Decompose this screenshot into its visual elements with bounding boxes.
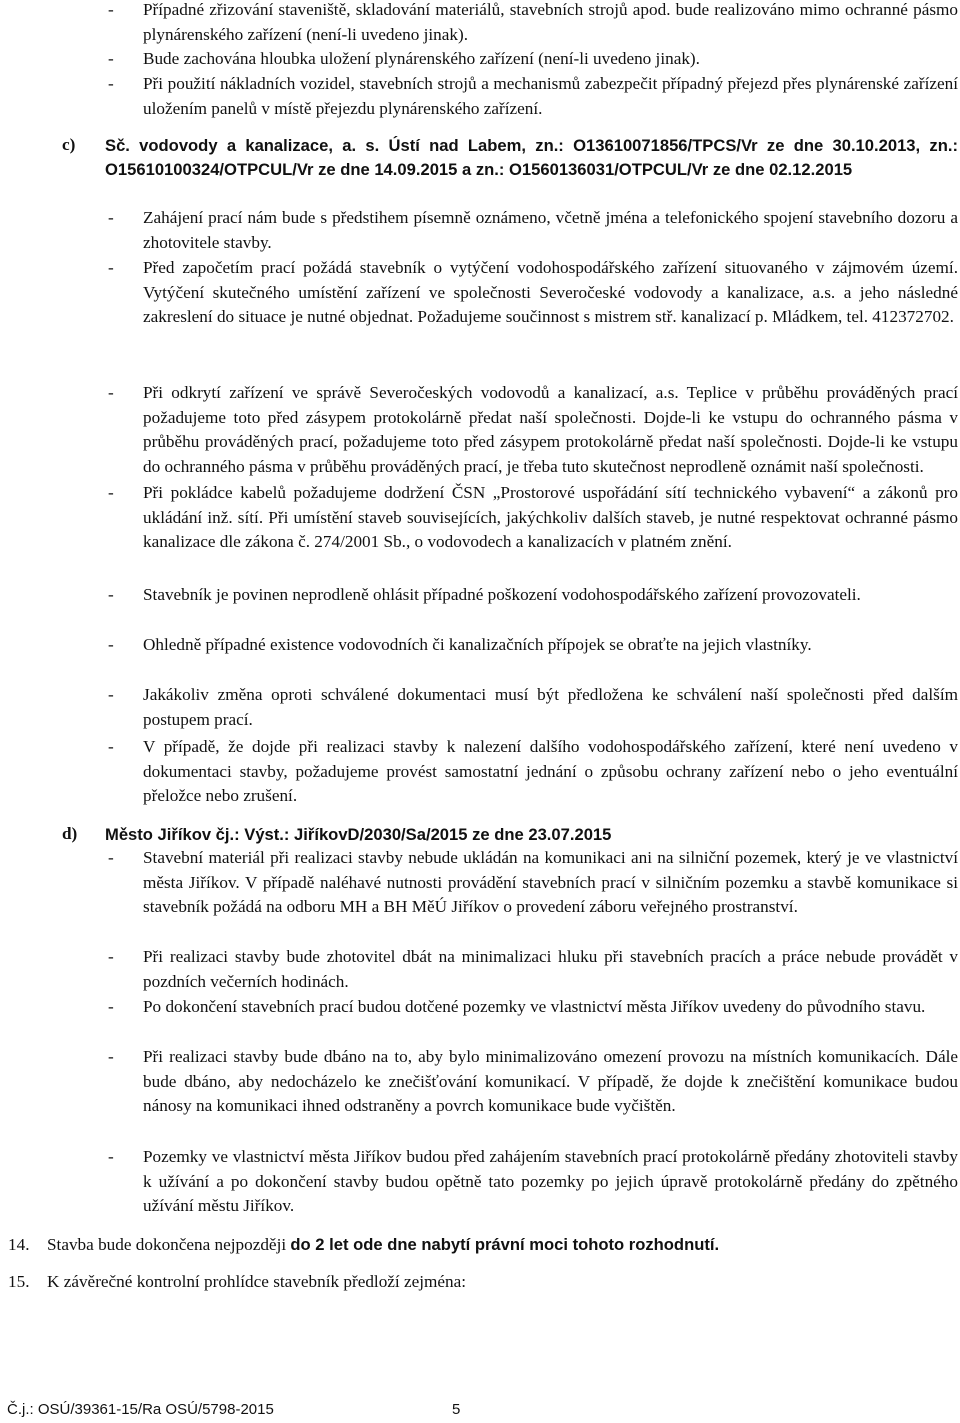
bullet-dash: - [108, 947, 114, 966]
bullet-dash: - [108, 0, 114, 19]
bullet-dash: - [108, 635, 114, 654]
section-c-item-4: Při pokládce kabelů požadujeme dodržení ČSN „Prostorové uspořádání sítí technického vybavení“ a zákonů pro ukládání inž. sítí. Při umístění staveb souvisejících, jakýchkoliv dalších staveb, je nutné respektovat ochranné pásmo kanalizace dle zákona č. 274/2001 Sb., o vodovodech a kanalizacích v platném znění. [143, 483, 958, 552]
item-15-text: K závěrečné kontrolní prohlídce stavebník předloží zejména: [47, 1272, 467, 1291]
section-c-item-6: Ohledně případné existence vodovodních či kanalizačních přípojek se obraťte na jejich vlastníky. [143, 635, 812, 654]
intro-item-1: Případné zřizování staveniště, skladování materiálů, stavebních strojů apod. bude realizováno mimo ochranné pásmo plynárenského zařízení (není-li uvedeno jinak). [143, 0, 958, 44]
section-c-item-5: Stavebník je povinen neprodleně ohlásit případné poškození vodohospodářského zařízení provozovateli. [143, 585, 861, 604]
section-d-item-1: Stavební materiál při realizaci stavby nebude ukládán na komunikaci ani na silniční pozemek, který je ve vlastnictví města Jiříkov. V případě naléhavé nutnosti provádění stavebních prací v silničním pozemku a stavbě komunikace si stavebník požádá na odboru MH a BH MěÚ Jiříkov o provedení záboru veřejného prostranství. [143, 848, 958, 917]
section-d-heading: Město Jiříkov čj.: Výst.: JiříkovD/2030/Sa/2015 ze dne 23.07.2015 [105, 825, 612, 844]
bullet-dash: - [108, 1147, 114, 1166]
bullet-dash: - [108, 685, 114, 704]
section-c-item-8: V případě, že dojde při realizaci stavby k nalezení dalšího vodohospodářského zařízení, které není uvedeno v dokumentaci stavby, požadujeme provést samostatní jednání o způsobu ochrany zařízení nebo o jeho eventuální přeložce nebo zrušení. [143, 737, 958, 806]
footer-reference: Č.j.: OSÚ/39361-15/Ra OSÚ/5798-2015 [7, 1401, 274, 1418]
section-c-heading: Sč. vodovody a kanalizace, a. s. Ústí nad Labem, zn.: O13610071856/TPCS/Vr ze dne 30.10.2013, zn.: O15610100324/OTPCUL/Vr ze dne 14.09.2015 a zn.: O1560136031/OTPCUL/Vr ze dne 02.12.2015 [105, 136, 958, 179]
bullet-dash: - [108, 737, 114, 756]
section-c-item-2: Před započetím prací požádá stavebník o vytýčení vodohospodářského zařízení situovaného v zájmovém území. Vytýčení skutečného umístění zařízení ve společnosti Severočeské vodovody a kanalizace, a.s. a jeho následné zakreslení do situace je nutné objednat. Požadujeme součinnost s mistrem stř. kanalizací p. Mládkem, tel. 412372702. [143, 258, 958, 327]
bullet-dash: - [108, 483, 114, 502]
bullet-dash: - [108, 49, 114, 68]
bullet-dash: - [108, 585, 114, 604]
bullet-dash: - [108, 74, 114, 93]
item-14-text [47, 1233, 719, 1258]
section-d-item-2: Při realizaci stavby bude zhotovitel dbát na minimalizaci hluku při stavebních pracích a práce nebude provádět v pozdních večerních hodinách. [143, 947, 958, 991]
bullet-dash: - [108, 383, 114, 402]
section-c-item-1: Zahájení prací nám bude s předstihem písemně oznámeno, včetně jména a telefonického spojení stavebního dozoru a zhotovitele stavby. [143, 208, 958, 252]
page-number: 5 [452, 1401, 461, 1418]
section-c-item-7: Jakákoliv změna oproti schválené dokumentaci musí být předložena ke schválení naší společnosti před dalším postupem prací. [143, 685, 958, 729]
section-d-marker: d) [62, 824, 78, 843]
bullet-dash: - [108, 848, 114, 867]
section-c-item-3: Při odkrytí zařízení ve správě Severočeských vodovodů a kanalizací, a.s. Teplice v průběhu prováděných prací požadujeme toto před zásypem protokolárně předat naší společnosti. Dojde-li ke vstupu do ochranného pásma v průběhu prováděných prací, požadujeme toto před zásypem protokolárně předat naší společnosti. Dojde-li ke vstupu do ochranného pásma v průběhu prováděných prací, je třeba tuto skutečnost neprodleně oznámit naší společnosti. [143, 383, 958, 476]
section-d-item-4: Při realizaci stavby bude dbáno na to, aby bylo minimalizováno omezení provozu na místních komunikacích. Dále bude dbáno, aby nedocházelo ke znečišťování komunikací. V případě, že dojde k znečištění komunikace budou nánosy na komunikaci ihned odstraněny a povrch komunikace bude vyčištěn. [143, 1047, 958, 1116]
item-14-text-bold: do 2 let ode dne nabytí právní moci tohoto rozhodnutí. [290, 1235, 720, 1254]
section-d-item-5: Pozemky ve vlastnictví města Jiříkov budou před zahájením stavebních prací protokolárně předány zhotoviteli stavby k užívání a po dokončení stavby budou opětně tato pozemky po jejich úpravě protokolárně předány do zpětného užívání městu Jiříkov. [143, 1147, 958, 1216]
section-c-marker: c) [62, 135, 76, 154]
bullet-dash: - [108, 258, 114, 277]
item-14-text-plain: Stavba bude dokončena nejpozději [47, 1235, 291, 1254]
bullet-dash: - [108, 208, 114, 227]
item-15-number: 15. [8, 1272, 30, 1291]
bullet-dash: - [108, 1047, 114, 1066]
section-d-item-3: Po dokončení stavebních prací budou dotčené pozemky ve vlastnictví města Jiříkov uvedeny do původního stavu. [143, 997, 926, 1016]
bullet-dash: - [108, 997, 114, 1016]
item-14-number: 14. [8, 1235, 30, 1254]
intro-item-3: Při použití nákladních vozidel, stavebních strojů a mechanismů zabezpečit případný přejezd přes plynárenské zařízení uložením panelů v místě přejezdu plynárenského zařízení. [143, 74, 958, 118]
intro-item-2: Bude zachována hloubka uložení plynárenského zařízení (není-li uvedeno jinak). [143, 49, 700, 68]
